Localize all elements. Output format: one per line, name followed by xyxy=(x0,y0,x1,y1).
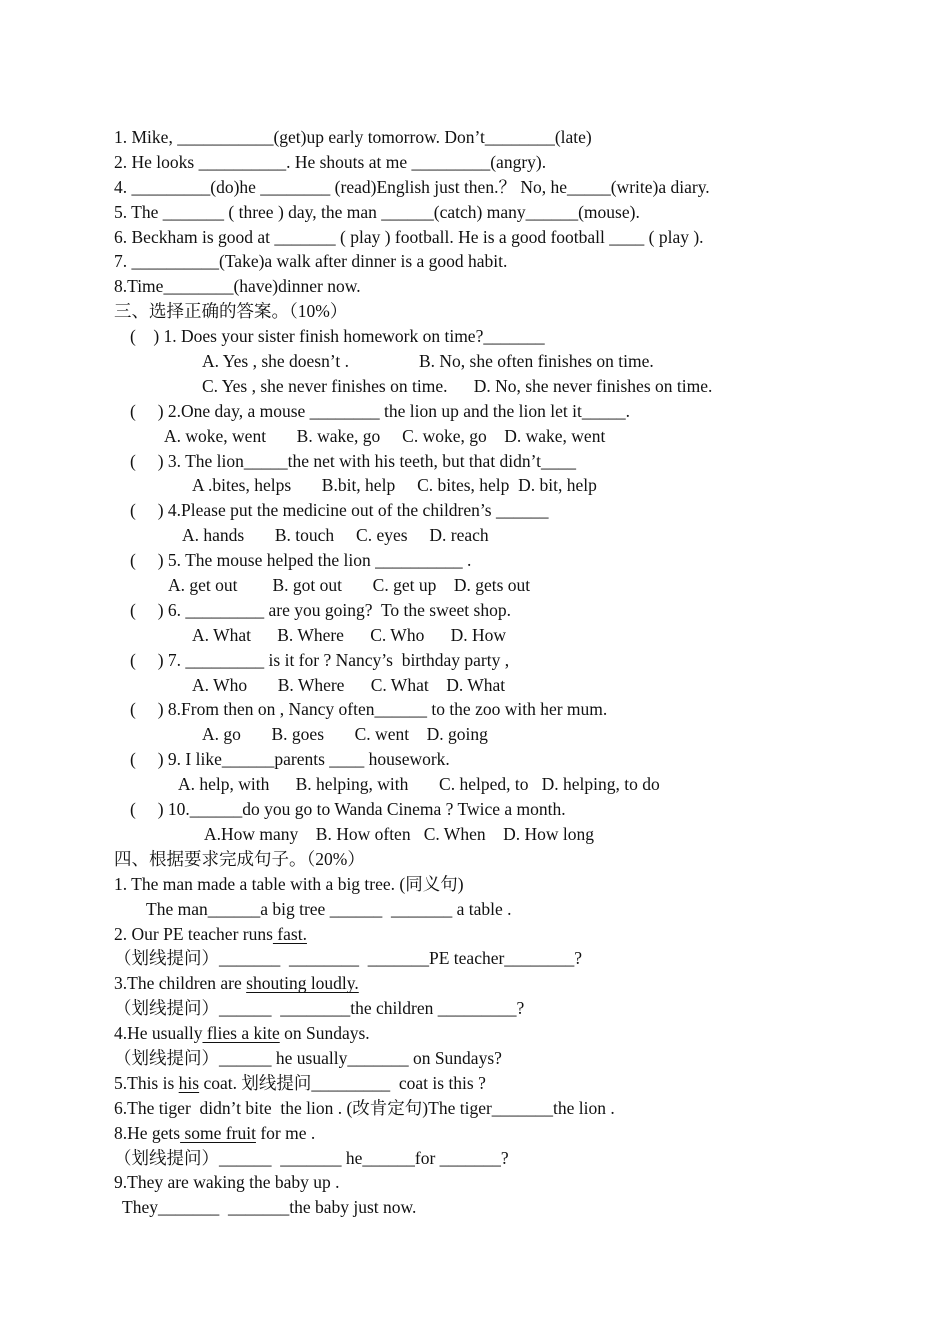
text-line xyxy=(114,971,894,996)
worksheet-page xyxy=(114,125,894,1220)
line-text: ( ) 10.______do you go to Wanda Cinema ? Twice a month. xyxy=(130,799,566,820)
text-line xyxy=(114,548,894,573)
text-line xyxy=(114,772,894,797)
text-line xyxy=(114,125,894,150)
line-text: ( ) 9. I like______parents ____ housework. xyxy=(130,749,450,770)
line-text: 三、选择正确的答案。（10%） xyxy=(114,301,348,322)
line-text: ( ) 3. The lion_____the net with his teeth, but that didn’t____ xyxy=(130,450,577,471)
text-line xyxy=(114,374,894,399)
text-line xyxy=(114,1046,894,1071)
line-text: 5. The _______ ( three ) day, the man ______(catch) many______(mouse). xyxy=(114,201,640,222)
line-text: 7. __________(Take)a walk after dinner is a good habit. xyxy=(114,251,508,272)
line-text: ( ) 7. _________ is it for ? Nancy’s birthday party , xyxy=(130,649,510,670)
text-line xyxy=(114,822,894,847)
line-text: （划线提问）______ he usually_______ on Sundays? xyxy=(114,1047,502,1068)
line-text: ( ) 4.Please put the medicine out of the children’s ______ xyxy=(130,500,549,521)
line-text: 4. _________(do)he ________ (read)English just then.？ No, he_____(write)a diary. xyxy=(114,176,710,197)
line-text: ( ) 5. The mouse helped the lion __________ . xyxy=(130,550,472,571)
line-text: 6.The tiger didn’t bite the lion . (改肯定句)The tiger_______the lion . xyxy=(114,1097,615,1118)
text-line xyxy=(114,598,894,623)
text-line xyxy=(114,399,894,424)
text-line xyxy=(114,872,894,897)
text-line xyxy=(114,299,894,324)
underlined-text: shouting loudly. xyxy=(246,973,359,994)
text-line xyxy=(114,1146,894,1171)
line-text: 2. Our PE teacher runs xyxy=(114,923,273,944)
line-text: A. help, with B. helping, with C. helped, to D. helping, to do xyxy=(178,774,660,795)
text-line xyxy=(114,175,894,200)
underlined-text: fast. xyxy=(272,923,307,944)
line-text: A. get out B. got out C. get up D. gets out xyxy=(168,575,531,596)
line-text: （划线提问）______ _______ he______for _______? xyxy=(114,1147,509,1168)
line-text: coat. 划线提问_________ coat is this ? xyxy=(199,1072,486,1093)
underlined-text: flies a kite xyxy=(202,1023,280,1044)
text-line xyxy=(114,1121,894,1146)
underlined-text: his xyxy=(178,1072,200,1093)
line-text: 1. The man made a table with a big tree. (同义句) xyxy=(114,873,464,894)
text-line xyxy=(114,722,894,747)
line-text: A. What B. Where C. Who D. How xyxy=(192,624,506,645)
text-line xyxy=(114,1096,894,1121)
underlined-text: some fruit xyxy=(180,1122,256,1143)
line-text: 8.Time________(have)dinner now. xyxy=(114,276,361,297)
text-line xyxy=(114,249,894,274)
line-text: for me . xyxy=(255,1122,316,1143)
text-line xyxy=(114,673,894,698)
text-line xyxy=(114,349,894,374)
text-line xyxy=(114,1021,894,1046)
line-text: 8.He gets xyxy=(114,1122,181,1143)
line-text: ( ) 8.From then on , Nancy often______ to the zoo with her mum. xyxy=(130,699,608,720)
line-text: 四、根据要求完成句子。（20%） xyxy=(114,848,365,869)
line-text: The man______a big tree ______ _______ a table . xyxy=(146,898,512,919)
text-line xyxy=(114,324,894,349)
text-line xyxy=(114,623,894,648)
line-text: 6. Beckham is good at _______ ( play ) football. He is a good football ____ ( play ). xyxy=(114,226,704,247)
text-line xyxy=(114,648,894,673)
text-line xyxy=(114,424,894,449)
text-line xyxy=(114,946,894,971)
text-line xyxy=(114,498,894,523)
text-line xyxy=(114,523,894,548)
line-text: A. Who B. Where C. What D. What xyxy=(192,674,506,695)
line-text: 5.This is xyxy=(114,1072,179,1093)
text-line xyxy=(114,274,894,299)
text-line xyxy=(114,847,894,872)
text-line xyxy=(114,200,894,225)
text-line xyxy=(114,747,894,772)
text-line xyxy=(114,225,894,250)
line-text: ( ) 1. Does your sister finish homework on time?_______ xyxy=(130,326,545,347)
text-line xyxy=(114,449,894,474)
line-text: ( ) 6. _________ are you going? To the sweet shop. xyxy=(130,599,511,620)
line-text: A.How many B. How often C. When D. How long xyxy=(204,823,594,844)
line-text: 4.He usually xyxy=(114,1023,203,1044)
line-text: 1. Mike, ___________(get)up early tomorrow. Don’t________(late) xyxy=(114,127,592,147)
line-text: ( ) 2.One day, a mouse ________ the lion up and the lion let it_____. xyxy=(130,400,630,421)
text-line xyxy=(114,697,894,722)
line-text: A. hands B. touch C. eyes D. reach xyxy=(182,525,489,546)
text-line xyxy=(114,573,894,598)
line-text: They_______ _______the baby just now. xyxy=(122,1197,417,1218)
line-text: A. woke, went B. wake, go C. woke, go D. wake, went xyxy=(164,425,606,446)
text-line xyxy=(114,797,894,822)
line-text: 3.The children are xyxy=(114,973,247,994)
line-text: on Sundays. xyxy=(279,1023,370,1044)
line-text: C. Yes , she never finishes on time. D. No, she never finishes on time. xyxy=(202,375,713,396)
text-line xyxy=(114,1195,894,1220)
text-line xyxy=(114,473,894,498)
line-text: 2. He looks __________. He shouts at me _________(angry). xyxy=(114,151,547,172)
text-line xyxy=(114,922,894,947)
text-line xyxy=(114,897,894,922)
line-text: （划线提问）_______ ________ _______PE teacher________? xyxy=(114,948,583,969)
line-text: （划线提问）______ ________the children _________? xyxy=(114,998,525,1019)
line-text: 9.They are waking the baby up . xyxy=(114,1172,340,1193)
text-line xyxy=(114,150,894,175)
text-line xyxy=(114,1071,894,1096)
line-text: A. Yes , she doesn’t . B. No, she often finishes on time. xyxy=(202,351,654,372)
line-text: A. go B. goes C. went D. going xyxy=(202,724,488,745)
text-line xyxy=(114,1170,894,1195)
line-text: A .bites, helps B.bit, help C. bites, help D. bit, help xyxy=(192,475,597,496)
text-line xyxy=(114,996,894,1021)
